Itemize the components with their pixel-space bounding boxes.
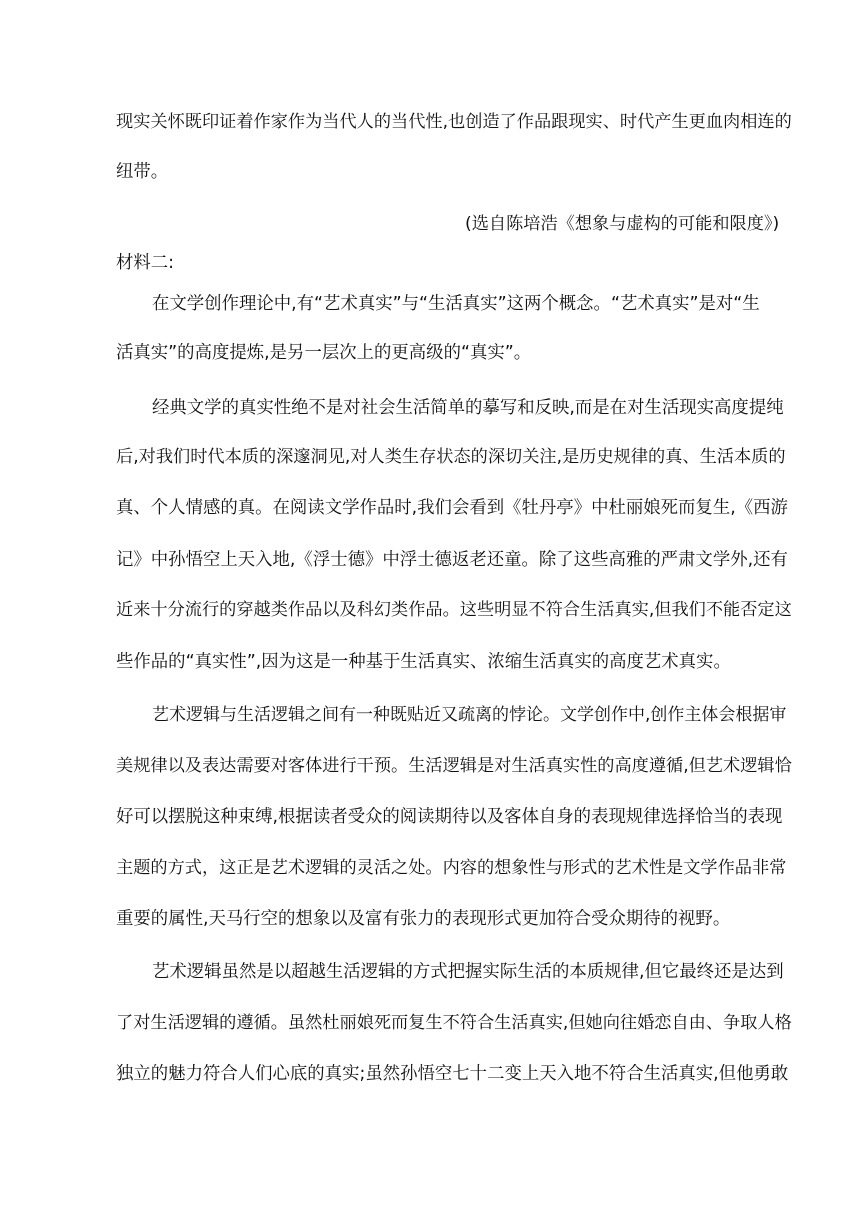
section-heading: 材料二: (116, 253, 175, 273)
paragraph-line: 主题的方式，这正是艺术逻辑的灵活之处。内容的想象性与形式的艺术性是文学作品非常 (116, 858, 787, 878)
source-citation: (选自陈培浩《想象与虚构的可能和限度》) (465, 214, 780, 234)
paragraph-line: 纽带。 (116, 162, 169, 182)
paragraph-line: 了对生活逻辑的遵循。虽然杜丽娘死而复生不符合生活真实,但她向往婚恋自由、争取人格 (116, 1013, 792, 1033)
paragraph-line: 些作品的“真实性”,因为这是一种基于生活真实、浓缩生活真实的高度艺术真实。 (116, 652, 731, 672)
paragraph-line: 活真实”的高度提炼,是另一层次上的更高级的“真实”。 (116, 343, 532, 363)
paragraph-line: 现实关怀既印证着作家作为当代人的当代性,也创造了作品跟现实、时代产生更血肉相连的 (116, 112, 792, 132)
paragraph-line: 在文学创作理论中,有“艺术真实”与“生活真实”这两个概念。“艺术真实”是对“生 (152, 294, 760, 314)
paragraph-line: 真、个人情感的真。在阅读文学作品时,我们会看到《牡丹亭》中杜丽娘死而复生,《西游 (116, 498, 788, 518)
paragraph-line: 后,对我们时代本质的深邃洞见,对人类生存状态的深切关注,是历史规律的真、生活本质的 (116, 447, 786, 467)
paragraph-line: 艺术逻辑虽然是以超越生活逻辑的方式把握实际生活的本质规律,但它最终还是达到 (152, 962, 784, 982)
paragraph-line: 独立的魅力符合人们心底的真实;虽然孙悟空七十二变上天入地不符合生活真实,但他勇敢 (116, 1064, 789, 1084)
paragraph-line: 好可以摆脱这种束缚,根据读者受众的阅读期待以及客体自身的表现规律选择恰当的表现 (116, 807, 783, 827)
paragraph-line: 美规律以及表达需要对客体进行干预。生活逻辑是对生活真实性的高度遵循,但艺术逻辑恰 (116, 756, 792, 776)
paragraph-line: 近来十分流行的穿越类作品以及科幻类作品。这些明显不符合生活真实,但我们不能否定这 (116, 600, 792, 620)
paragraph-line: 艺术逻辑与生活逻辑之间有一种既贴近又疏离的悖论。文学创作中,创作主体会根据审 (152, 705, 787, 725)
paragraph-line: 记》中孙悟空上天入地,《浮士德》中浮士德返老还童。除了这些高雅的严肃文学外,还有 (116, 550, 788, 570)
paragraph-line: 经典文学的真实性绝不是对社会生活简单的摹写和反映,而是在对生活现实高度提纯 (152, 398, 784, 418)
paragraph-line: 重要的属性,天马行空的想象以及富有张力的表现形式更加符合受众期待的视野。 (116, 909, 731, 929)
